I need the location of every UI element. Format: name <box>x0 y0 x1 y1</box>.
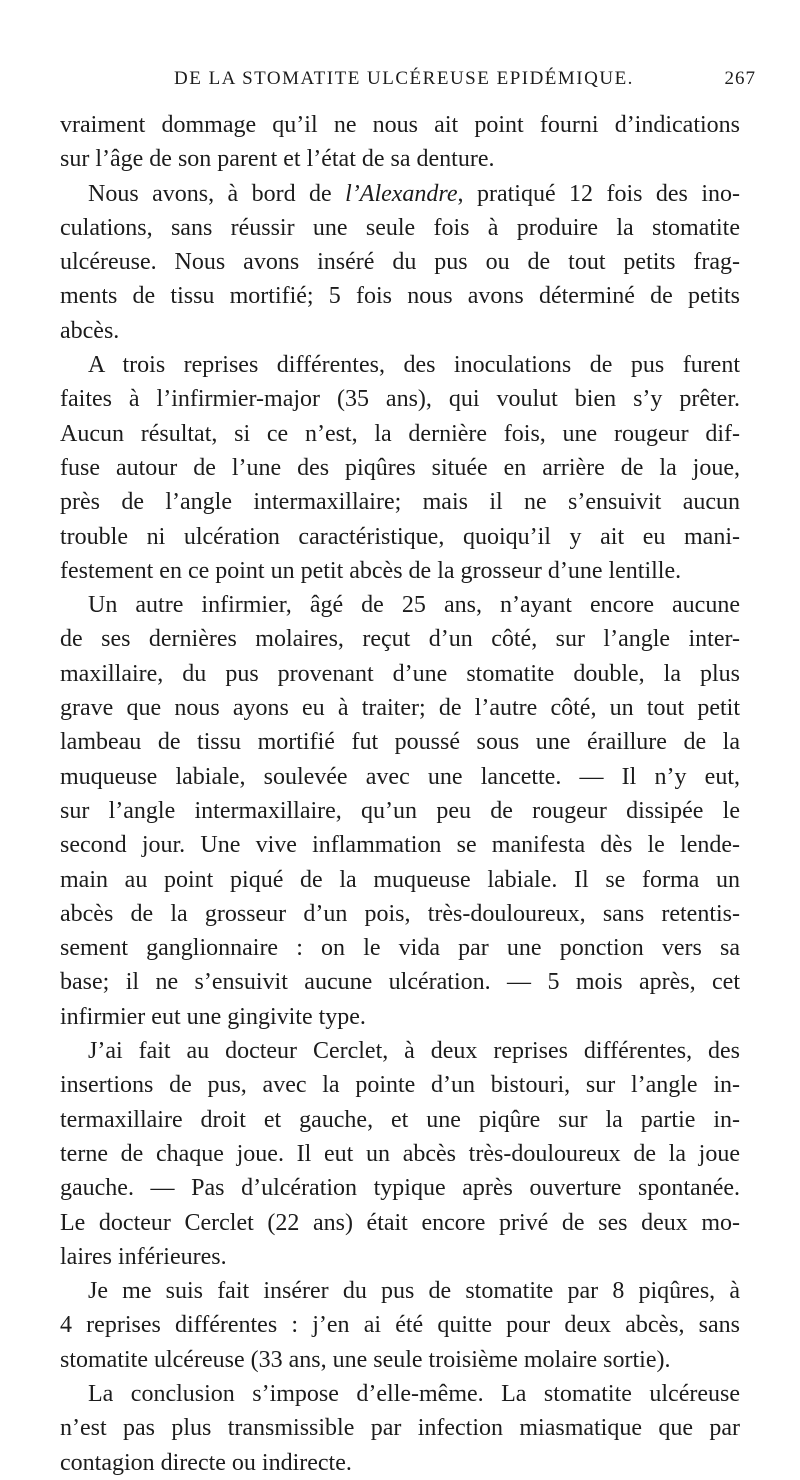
text-line: La conclusion s’impose d’elle-même. La stomatite ulcéreuse <box>88 1380 740 1407</box>
text-line: sur l’âge de son parent et l’état de sa denture. <box>60 146 495 173</box>
running-header <box>60 64 770 104</box>
text-span: Nous avons, à bord de <box>88 180 346 207</box>
text-line: main au point piqué de la muqueuse labiale. Il se forma un <box>60 866 740 893</box>
paragraph-7 <box>60 1377 740 1480</box>
text-line: termaxillaire droit et gauche, et une piqûre sur la partie in- <box>60 1106 740 1133</box>
text-line: près de l’angle intermaxillaire; mais il ne s’ensuivit aucun <box>60 489 740 516</box>
text-line: abcès. <box>60 317 120 344</box>
page-number: 267 <box>724 68 756 89</box>
body-text <box>60 108 740 1480</box>
paragraph-4 <box>60 588 740 1034</box>
text-line: infirmier eut une gingivite type. <box>60 1003 366 1030</box>
text-line: n’est pas plus transmissible par infection miasmatique que par <box>60 1415 740 1442</box>
text-line: Aucun résultat, si ce n’est, la dernière fois, une rougeur dif- <box>60 420 740 447</box>
paragraph-3 <box>60 348 740 588</box>
text-line: fuse autour de l’une des piqûres située en arrière de la joue, <box>60 454 740 481</box>
text-line: faites à l’infirmier-major (35 ans), qui voulut bien s’y prêter. <box>60 386 740 413</box>
text-line: culations, sans réussir une seule fois à produire la stomatite <box>60 214 740 241</box>
text-line: 4 reprises différentes : j’en ai été quitte pour deux abcès, sans <box>60 1312 740 1339</box>
text-line: ments de tissu mortifié; 5 fois nous avons déterminé de petits <box>60 283 740 310</box>
text-line: abcès de la grosseur d’un pois, très-douloureux, sans retentis- <box>60 900 740 927</box>
text-line: muqueuse labiale, soulevée avec une lancette. — Il n’y eut, <box>60 763 740 790</box>
paragraph-6 <box>60 1274 740 1377</box>
text-line: vraiment dommage qu’il ne nous ait point fourni d’indications <box>60 112 740 138</box>
text-line: lambeau de tissu mortifié fut poussé sous une éraillure de la <box>60 729 740 756</box>
text-line: Le docteur Cerclet (22 ans) était encore privé de ses deux mo- <box>60 1209 740 1236</box>
text-line: grave que nous ayons eu à traiter; de l’autre côté, un tout petit <box>60 695 740 722</box>
text-line: terne de chaque joue. Il eut un abcès très-douloureux de la joue <box>60 1140 740 1167</box>
text-line: second jour. Une vive inflammation se manifesta dès le lende- <box>60 832 740 859</box>
text-line: insertions de pus, avec la pointe d’un bistouri, sur l’angle in- <box>60 1072 740 1099</box>
text-line: maxillaire, du pus provenant d’une stomatite double, la plus <box>60 660 740 687</box>
text-line: gauche. — Pas d’ulcération typique après ouverture spontanée. <box>60 1175 740 1202</box>
text-line: J’ai fait au docteur Cerclet, à deux reprises différentes, des <box>88 1038 740 1065</box>
paragraph-1 <box>60 108 740 177</box>
text-line: festement en ce point un petit abcès de la grosseur d’une lentille. <box>60 557 682 584</box>
text-line: A trois reprises différentes, des inoculations de pus furent <box>88 352 740 379</box>
text-line: stomatite ulcéreuse (33 ans, une seule troisième molaire sortie). <box>60 1346 671 1373</box>
text-line <box>60 177 740 211</box>
text-line: de ses dernières molaires, reçut d’un côté, sur l’angle inter- <box>60 626 740 653</box>
text-line: Un autre infirmier, âgé de 25 ans, n’ayant encore aucune <box>88 592 740 619</box>
text-line: sement ganglionnaire : on le vida par une ponction vers sa <box>60 935 740 962</box>
text-line: base; il ne s’ensuivit aucune ulcération. — 5 mois après, cet <box>60 969 740 996</box>
paragraph-2 <box>60 177 740 348</box>
ship-name: l’Alexandre <box>345 180 458 207</box>
text-line: laires inférieures. <box>60 1243 227 1270</box>
text-line: Je me suis fait insérer du pus de stomatite par 8 piqûres, à <box>88 1278 740 1305</box>
text-line: ulcéreuse. Nous avons inséré du pus ou de tout petits frag- <box>60 249 740 276</box>
text-line: contagion directe ou indirecte. <box>60 1449 352 1476</box>
paragraph-5 <box>60 1034 740 1274</box>
text-span: , pratiqué 12 fois des ino- <box>457 180 740 207</box>
text-line: sur l’angle intermaxillaire, qu’un peu de rougeur dissipée le <box>60 797 740 824</box>
text-line: trouble ni ulcération caractéristique, quoiqu’il y ait eu mani- <box>60 523 740 550</box>
running-title: DE LA STOMATITE ULCÉREUSE EPIDÉMIQUE. <box>174 68 634 89</box>
